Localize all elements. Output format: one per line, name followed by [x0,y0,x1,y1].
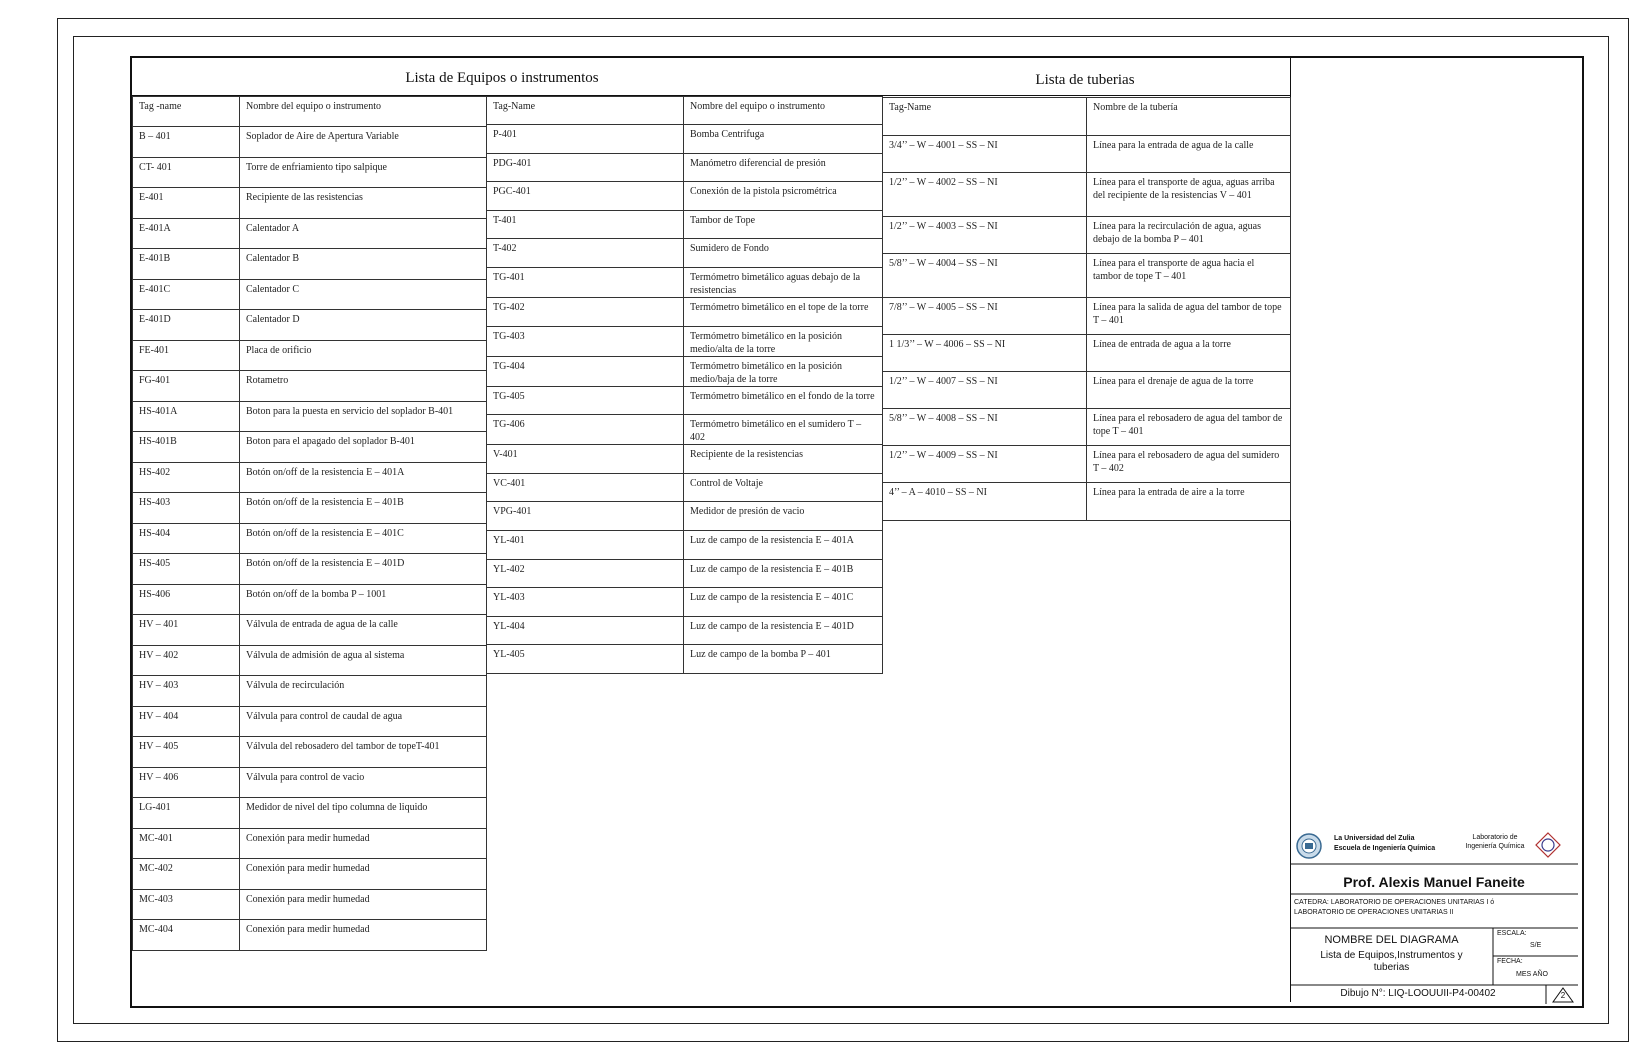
table-row [487,616,883,645]
table-row [883,217,1291,254]
table-row [883,298,1291,335]
table-row [133,493,487,524]
column-header: Tag-Name [883,98,1087,136]
name-cell: Línea para la recirculación de agua, aguas debajo de la bomba P – 401 [1087,217,1291,254]
tag-cell: HS-404 [133,523,240,554]
name-cell: Calentador A [240,218,487,249]
name-cell: Conexión para medir humedad [240,889,487,920]
tag-cell: MC-401 [133,828,240,859]
diagram-name: Lista de Equipos,Instrumentos y tuberias [1320,950,1463,973]
tag-cell: HS-406 [133,584,240,615]
tag-cell: 1/2’’ – W – 4002 – SS – NI [883,173,1087,217]
name-cell: Recipiente de la resistencias [684,445,883,474]
tag-cell: YL-403 [487,588,684,617]
table-row [133,371,487,402]
name-cell: Línea para el transporte de agua hacia el tambor de tope T – 401 [1087,254,1291,298]
name-cell: Botón on/off de la resistencia E – 401D [240,554,487,585]
name-cell: Manómetro diferencial de presión [684,153,883,182]
table-row [133,218,487,249]
table-header-row [487,97,883,125]
table-row [133,554,487,585]
table-row [883,136,1291,173]
tag-cell: HV – 403 [133,676,240,707]
table-row [133,523,487,554]
tag-cell: PGC-401 [487,182,684,211]
tag-cell: VC-401 [487,473,684,502]
tag-cell: HS-403 [133,493,240,524]
name-cell: Línea para la entrada de agua de la calle [1087,136,1291,173]
name-cell: Recipiente de las resistencias [240,188,487,219]
tag-cell: MC-403 [133,889,240,920]
equipos-table-1 [132,96,487,951]
tuberias-title: Lista de tuberias [1035,72,1135,88]
name-cell: Soplador de Aire de Apertura Variable [240,127,487,158]
name-cell: Torre de enfriamiento tipo salpique [240,157,487,188]
name-cell: Control de Voltaje [684,473,883,502]
name-cell: Luz de campo de la resistencia E – 401C [684,588,883,617]
tag-cell: MC-402 [133,859,240,890]
table-row [487,588,883,617]
tag-cell: HS-405 [133,554,240,585]
table-row [133,249,487,280]
name-cell: Botón on/off de la bomba P – 1001 [240,584,487,615]
table-row [133,584,487,615]
tag-cell: T-402 [487,239,684,268]
table-row [487,445,883,474]
name-cell: Conexión para medir humedad [240,859,487,890]
table-row [133,279,487,310]
name-cell: Bomba Centrifuga [684,125,883,154]
name-cell: Sumidero de Fondo [684,239,883,268]
tag-cell: HV – 406 [133,767,240,798]
equipos-title: Lista de Equipos o instrumentos [405,70,599,86]
tag-cell: E-401D [133,310,240,341]
name-cell: Calentador D [240,310,487,341]
name-cell: Línea para el transporte de agua, aguas arriba del recipiente de la resistencias V – 401 [1087,173,1291,217]
table-row [133,340,487,371]
name-cell: Conexión de la pistola psicrométrica [684,182,883,211]
tag-cell: PDG-401 [487,153,684,182]
school-name: Escuela de Ingeniería Química [1334,845,1436,852]
column-header: Tag -name [133,97,240,127]
name-cell: Medidor de presión de vacio [684,502,883,531]
table-row [487,210,883,239]
table-row [487,559,883,588]
tag-cell: HV – 405 [133,737,240,768]
professor-name: Prof. Alexis Manuel Faneite [1343,874,1525,890]
tag-cell: FG-401 [133,371,240,402]
table-row [133,920,487,951]
name-cell: Botón on/off de la resistencia E – 401B [240,493,487,524]
table-row [133,737,487,768]
fecha-label: FECHA: [1497,958,1523,965]
tag-cell: 1/2’’ – W – 4009 – SS – NI [883,446,1087,483]
name-cell: Termómetro bimetálico aguas debajo de la resistencias [684,267,883,297]
tag-cell: YL-404 [487,616,684,645]
table-row [133,188,487,219]
table-row [883,409,1291,446]
table-row [487,182,883,211]
lab-name: Laboratorio de Ingeniería Química [1465,834,1525,850]
name-cell: Válvula de admisión de agua al sistema [240,645,487,676]
tag-cell: HV – 402 [133,645,240,676]
tag-cell: HS-401B [133,432,240,463]
column-header: Nombre del equipo o instrumento [240,97,487,127]
tag-cell: T-401 [487,210,684,239]
table-row [883,254,1291,298]
name-cell: Conexión para medir humedad [240,828,487,859]
tag-cell: E-401A [133,218,240,249]
tag-cell: TG-405 [487,386,684,415]
tag-cell: 5/8’’ – W – 4008 – SS – NI [883,409,1087,446]
tag-cell: 1/2’’ – W – 4007 – SS – NI [883,372,1087,409]
tag-cell: 4’’ – A – 4010 – SS – NI [883,483,1087,521]
table-row [133,432,487,463]
name-cell: Placa de orificio [240,340,487,371]
tag-cell: CT- 401 [133,157,240,188]
tag-cell: 1 1/3’’ – W – 4006 – SS – NI [883,335,1087,372]
name-cell: Termómetro bimetálico en el tope de la torre [684,297,883,326]
table-row [883,173,1291,217]
tag-cell: YL-401 [487,530,684,559]
table-row [487,153,883,182]
tag-cell: TG-401 [487,267,684,297]
tag-cell: FE-401 [133,340,240,371]
tag-cell: 1/2’’ – W – 4003 – SS – NI [883,217,1087,254]
name-cell: Medidor de nivel del tipo columna de liquido [240,798,487,829]
tag-cell: V-401 [487,445,684,474]
table-row [133,676,487,707]
table-row [883,446,1291,483]
table-row [487,530,883,559]
table-row [487,473,883,502]
tag-cell: TG-403 [487,326,684,356]
table-row [487,386,883,415]
table-header-row [133,97,487,127]
tag-cell: HV – 401 [133,615,240,646]
revision-number: 2 [1560,991,1566,1000]
name-cell: Válvula del rebosadero del tambor de topeT-401 [240,737,487,768]
tag-cell: HS-402 [133,462,240,493]
diagram-label: NOMBRE DEL DIAGRAMA [1324,934,1459,946]
name-cell: Válvula para control de vacio [240,767,487,798]
name-cell: Línea de entrada de agua a la torre [1087,335,1291,372]
table-row [883,483,1291,521]
table-row [883,335,1291,372]
tag-cell: P-401 [487,125,684,154]
table-row [487,326,883,356]
name-cell: Termómetro bimetálico en la posición medio/baja de la torre [684,356,883,386]
tag-cell: E-401C [133,279,240,310]
escala-value: S/E [1530,942,1542,949]
university-seal-icon [1296,832,1322,860]
name-cell: Calentador C [240,279,487,310]
tag-cell: YL-405 [487,645,684,674]
name-cell: Conexión para medir humedad [240,920,487,951]
drawing-number: Dibujo N°: LIQ-LOOUUII-P4-00402 [1340,988,1496,999]
tag-cell: VPG-401 [487,502,684,531]
column-header: Nombre del equipo o instrumento [684,97,883,125]
name-cell: Línea para el rebosadero de agua del sumidero T – 402 [1087,446,1291,483]
name-cell: Termómetro bimetálico en el sumidero T – 402 [684,415,883,445]
table-row [133,127,487,158]
name-cell: Rotametro [240,371,487,402]
title-block [1290,828,1578,1004]
table-row [133,859,487,890]
tag-cell: TG-402 [487,297,684,326]
table-row [133,310,487,341]
table-row [133,645,487,676]
table-row [133,798,487,829]
tag-cell: LG-401 [133,798,240,829]
tag-cell: B – 401 [133,127,240,158]
escala-label: ESCALA: [1497,930,1527,937]
column-header: Tag-Name [487,97,684,125]
name-cell: Tambor de Tope [684,210,883,239]
tag-cell: TG-406 [487,415,684,445]
tag-cell: 5/8’’ – W – 4004 – SS – NI [883,254,1087,298]
table-row [883,372,1291,409]
name-cell: Calentador B [240,249,487,280]
table-row [133,706,487,737]
table-row [133,157,487,188]
name-cell: Luz de campo de la resistencia E – 401A [684,530,883,559]
table-row [487,239,883,268]
equipos-table-2 [486,96,883,674]
name-cell: Válvula de entrada de agua de la calle [240,615,487,646]
table-row [487,502,883,531]
tag-cell: HV – 404 [133,706,240,737]
lab-logo-icon [1534,831,1562,859]
table-row [133,828,487,859]
tag-cell: HS-401A [133,401,240,432]
name-cell: Botón on/off de la resistencia E – 401A [240,462,487,493]
name-cell: Luz de campo de la resistencia E – 401B [684,559,883,588]
table-header-row [883,98,1291,136]
tag-cell: 3/4’’ – W – 4001 – SS – NI [883,136,1087,173]
tag-cell: 7/8’’ – W – 4005 – SS – NI [883,298,1087,335]
tuberias-table [882,97,1291,521]
table-row [487,125,883,154]
name-cell: Termómetro bimetálico en el fondo de la torre [684,386,883,415]
name-cell: Boton para el apagado del soplador B-401 [240,432,487,463]
table-row [133,462,487,493]
table-row [487,267,883,297]
name-cell: Línea para la entrada de aire a la torre [1087,483,1291,521]
tag-cell: YL-402 [487,559,684,588]
tag-cell: E-401 [133,188,240,219]
fecha-value: MES AÑO [1516,971,1548,978]
name-cell: Luz de campo de la bomba P – 401 [684,645,883,674]
name-cell: Línea para el rebosadero de agua del tambor de tope T – 401 [1087,409,1291,446]
name-cell: Línea para el drenaje de agua de la torre [1087,372,1291,409]
name-cell: Termómetro bimetálico en la posición medio/alta de la torre [684,326,883,356]
table-row [133,889,487,920]
column-header: Nombre de la tubería [1087,98,1291,136]
table-row [487,645,883,674]
name-cell: Botón on/off de la resistencia E – 401C [240,523,487,554]
table-row [487,297,883,326]
table-row [133,767,487,798]
university-name: La Universidad del Zulia [1334,835,1415,842]
table-row [133,615,487,646]
catedra: CATEDRA: LABORATORIO DE OPERACIONES UNITARIAS I ó LABORATORIO DE OPERACIONES UNITARIAS II [1294,899,1495,916]
table-row [133,401,487,432]
name-cell: Válvula para control de caudal de agua [240,706,487,737]
tag-cell: TG-404 [487,356,684,386]
name-cell: Línea para la salida de agua del tambor de tope T – 401 [1087,298,1291,335]
name-cell: Boton para la puesta en servicio del soplador B-401 [240,401,487,432]
table-row [487,415,883,445]
table-row [487,356,883,386]
tag-cell: E-401B [133,249,240,280]
name-cell: Válvula de recirculación [240,676,487,707]
name-cell: Luz de campo de la resistencia E – 401D [684,616,883,645]
tag-cell: MC-404 [133,920,240,951]
